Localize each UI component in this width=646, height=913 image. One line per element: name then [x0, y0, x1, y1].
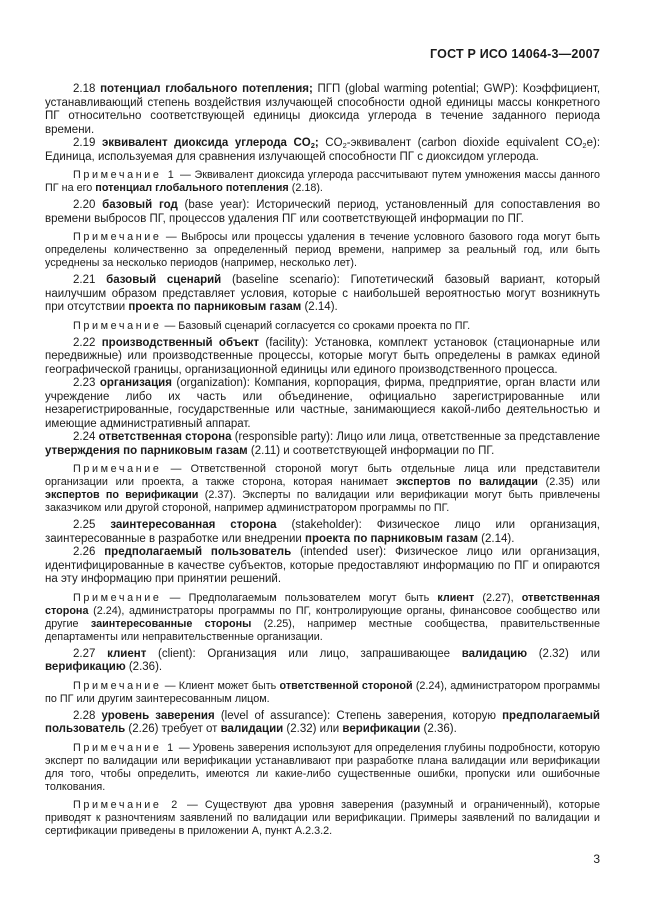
note-paragraph: Примечание 1 — Уровень заверения используют для определения глубины подробности, которую эксперт по валидации или верификации устанавливают при разработке плана валидации или верификации для того, чтобы определить, имеются ли какие-либо существенные ошибки, пропуски или ошибочные толкования.: [45, 741, 600, 793]
definition-paragraph: 2.20 базовый год (base year): Исторический период, установленный для сопоставления во времени выбросов ПГ, процессов удаления ПГ или соответствующей информации по ПГ.: [45, 199, 600, 225]
definition-paragraph: 2.25 заинтересованная сторона (stakeholder): Физическое лицо или организация, заинтересованные в разработке или внедрении проекта по парниковым газам (2.14).: [45, 519, 600, 545]
definition-paragraph: 2.27 клиент (client): Организация или лицо, запрашивающее валидацию (2.32) или верификацию (2.36).: [45, 647, 601, 673]
note-paragraph: Примечание — Предполагаемым пользователем могут быть клиент (2.27), ответственная сторона (2.24), администраторы программы по ПГ, контролирующие органы, финансовое сообщество или другие заинтересованные стороны (2.25), например местные сообщества, правительственные департаменты или неправительственные организации.: [45, 591, 601, 643]
document-body: [45, 83, 600, 838]
definition-paragraph: 2.22 производственный объект (facility): Установка, комплект установок (стационарные или передвижные) или производственные процессы, которые могут быть определены в рамках единой географической границы, организационной единицы или единого производственного процесса.: [45, 336, 601, 376]
note-paragraph: Примечание 2 — Существуют два уровня заверения (разумный и ограниченный), которые приводят к разночтениям заявлений по валидации или верификации. Примеры заявлений по валидации и сертификации приведены в приложении А, пункт А.2.3.2.: [45, 798, 600, 837]
note-paragraph: Примечание — Выбросы или процессы удаления в течение условного базового года могут быть определены количественно за определенный период времени, например за реальный год, или быть усреднены за несколько периодов (например, несколько лет).: [45, 231, 600, 269]
page-header: ГОСТ Р ИСО 14064-3—2007: [430, 47, 600, 61]
note-paragraph: Примечание — Клиент может быть ответственной стороной (2.24), администратором программы по ПГ или другим заинтересованным лицом.: [45, 679, 601, 705]
definition-paragraph: 2.21 базовый сценарий (baseline scenario): Гипотетический базовый вариант, который наилучшим образом представляет условия, которые с наибольшей вероятностью могут возникнуть при отсутствии проекта по парниковым газам (2.14).: [45, 274, 600, 313]
note-paragraph: Примечание 1 — Эквивалент диоксида углерода рассчитывают путем умножения массы данного ПГ на его потенциал глобального потепления (2.18).: [45, 169, 601, 194]
note-paragraph: Примечание — Базовый сценарий согласуется со сроками проекта по ПГ.: [73, 319, 471, 332]
definition-paragraph: 2.24 ответственная сторона (responsible party): Лицо или лица, ответственные за представление утверждения по парниковым газам (2.11) и соответствующей информации по ПГ.: [45, 431, 601, 457]
definition-paragraph: 2.26 предполагаемый пользователь (intended user): Физическое лицо или организация, идентифицированные в качестве субъектов, которые предоставляют информацию по ПГ и опираются на эту информацию при принятии решений.: [45, 546, 601, 585]
page-number: 3: [593, 851, 600, 866]
note-paragraph: Примечание — Ответственной стороной могут быть отдельные лица или представители организации или проекта, а также сторона, которая нанимает экспертов по валидации (2.35) или экспертов по верификации (2.37). Эксперты по валидации или верификации могут быть привлечены заказчиком или другой стороной, например администратором программы по ПГ.: [45, 463, 601, 514]
definition-paragraph: 2.19 эквивалент диоксида углерода $CO_2$; $CO_2$-эквивалент (carbon dioxide equivalent $CO_2e$): Единица, используемая для сравнения излучающей способности ПГ с диоксидом углерода.: [45, 137, 601, 163]
definition-paragraph: 2.23 организация (organization): Компания, корпорация, фирма, предприятие, орган власти или учреждение либо их часть или объединение, официально зарегистрированные или незарегистрированные, государственные или частные, занимающиеся какой-либо деятельностью и имеющие административный аппарат.: [45, 377, 601, 430]
definition-paragraph: 2.18 потенциал глобального потепления; ПГП (global warming potential; GWP): Коэффициент, устанавливающий степень воздействия излучающей способности одной единицы массы конкретного ПГ относительно соответствующей единицы диоксида углерода в течение заданного периода времени.: [45, 83, 601, 136]
definition-paragraph: 2.28 уровень заверения (level of assurance): Степень заверения, которую предполагаемый пользователь (2.26) требует от валидации (2.32) или верификации (2.36).: [45, 709, 600, 735]
